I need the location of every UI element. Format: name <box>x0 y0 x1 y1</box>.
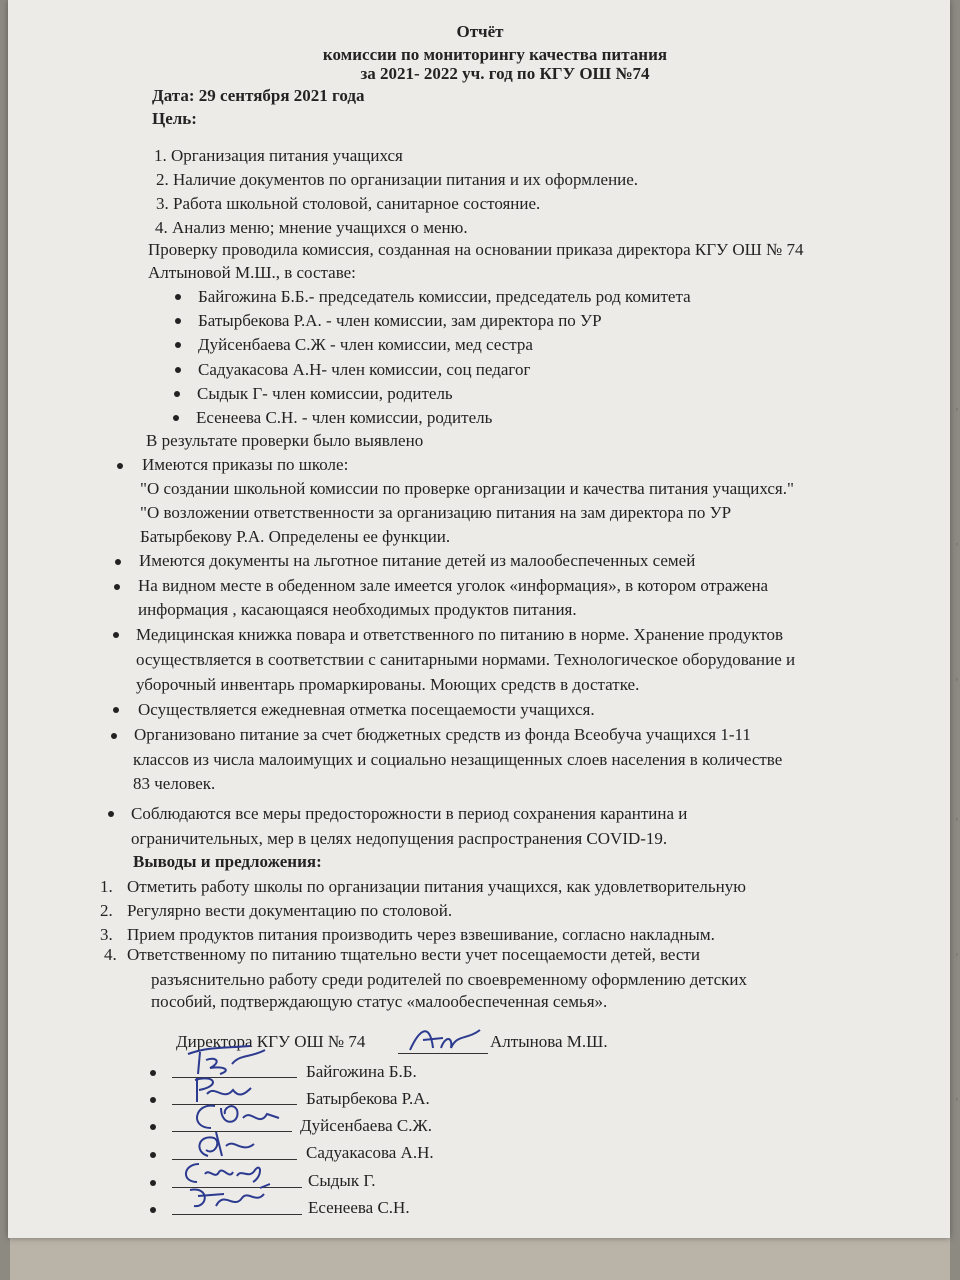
member-item: Байгожина Б.Б.- председатель комиссии, председатель род комитета <box>198 287 691 306</box>
bullet <box>115 559 121 565</box>
signatory-name: Байгожина Б.Б. <box>306 1062 417 1081</box>
finding-line: Батырбекову Р.А. Определены ее функции. <box>140 527 451 546</box>
bullet <box>150 1097 156 1103</box>
finding-line: На видном месте в обеденном зале имеется уголок «информация», в котором отражена <box>138 576 769 595</box>
intro-line-1: Проверку проводила комиссия, созданная на основании приказа директора КГУ ОШ № 74 <box>148 240 804 259</box>
bullet <box>175 294 181 300</box>
conclusion-item: Отметить работу школы по организации питания учащихся, как удовлетворительную <box>127 877 746 896</box>
finding-line: ограничительных, мер в целях недопущения распространения COVID-19. <box>131 829 668 848</box>
doc-title: Отчёт <box>456 22 504 41</box>
member-item: Есенеева С.Н. - член комиссии, родитель <box>196 408 493 427</box>
conclusion-continuation: разъяснительно работу среди родителей по своевременному оформлению детских <box>151 970 748 989</box>
bullet <box>150 1207 156 1213</box>
member-item: Садуакасова А.Н- член комиссии, соц педагог <box>198 360 531 379</box>
bullet <box>175 367 181 373</box>
bullet <box>114 584 120 590</box>
member-item: Батырбекова Р.А. - член комиссии, зам директора по УР <box>198 311 602 330</box>
result-intro: В результате проверки было выявлено <box>146 431 424 450</box>
signature <box>180 1180 280 1216</box>
bullet <box>111 733 117 739</box>
bullet <box>150 1152 156 1158</box>
conclusion-item: Ответственному по питанию тщательно вести учет посещаемости детей, вести <box>127 945 700 964</box>
bullet <box>150 1124 156 1130</box>
edge-marks: ᵉ ᵉ ᵉ ᵉ ᵉ ᵉ <box>955 404 959 1106</box>
finding-line: информация , касающаяся необходимых продуктов питания. <box>138 600 577 619</box>
bullet <box>174 391 180 397</box>
goal-item: 2. Наличие документов по организации питания и их оформление. <box>156 170 639 189</box>
conclusion-number: 2. <box>100 901 113 920</box>
signatory-name: Сыдык Г. <box>308 1171 376 1190</box>
goal-item: 1. Организация питания учащихся <box>154 146 403 165</box>
conclusions-heading: Выводы и предложения: <box>133 852 322 871</box>
finding-line: "О возложении ответственности за организацию питания на зам директора по УР <box>140 503 732 522</box>
signatory-name: Садуакасова А.Н. <box>306 1143 434 1162</box>
conclusion-number: 4. <box>104 945 117 964</box>
bullet <box>150 1070 156 1076</box>
finding-line: Организовано питание за счет бюджетных средств из фонда Всеобуча учащихся 1-11 <box>134 725 751 744</box>
conclusion-item: Прием продуктов питания производить через взвешивание, согласно накладным. <box>127 925 715 944</box>
table-surface <box>10 1238 950 1280</box>
member-item: Сыдык Г- член комиссии, родитель <box>197 384 453 403</box>
signatory-name: Есенеева С.Н. <box>308 1198 410 1217</box>
signatory-name: Батырбекова Р.А. <box>306 1089 430 1108</box>
finding-line: уборочный инвентарь промаркированы. Моющих средств в достатке. <box>136 675 640 694</box>
conclusion-number: 1. <box>100 877 113 896</box>
finding-line: Соблюдаются все меры предосторожности в период сохранения карантина и <box>131 804 688 823</box>
doc-date: Дата: 29 сентября 2021 года <box>152 86 365 105</box>
finding-line: 83 человек. <box>133 774 216 793</box>
bullet <box>117 463 123 469</box>
bullet <box>175 342 181 348</box>
doc-subtitle-1: комиссии по мониторингу качества питания <box>322 45 668 64</box>
finding-line: классов из числа малоимущих и социально незащищенных слоев населения в количестве <box>133 750 783 769</box>
conclusion-number: 3. <box>100 925 113 944</box>
goal-heading: Цель: <box>152 109 197 128</box>
bullet <box>175 318 181 324</box>
conclusion-item: Регулярно вести документацию по столовой. <box>127 901 453 920</box>
bullet <box>113 707 119 713</box>
finding-line: Имеются приказы по школе: <box>142 455 349 474</box>
bullet <box>108 811 114 817</box>
director-name: Алтынова М.Ш. <box>490 1032 608 1051</box>
finding-line: Имеются документы на льготное питание детей из малообеспеченных семей <box>139 551 696 570</box>
member-item: Дуйсенбаева С.Ж - член комиссии, мед сестра <box>198 335 533 354</box>
intro-line-2: Алтыновой М.Ш., в составе: <box>148 263 356 282</box>
bullet <box>113 632 119 638</box>
bullet <box>173 415 179 421</box>
goal-item: 4. Анализ меню; мнение учащихся о меню. <box>155 218 468 237</box>
director-label: Директора КГУ ОШ № 74 <box>176 1032 366 1051</box>
finding-line: Осуществляется ежедневная отметка посещаемости учащихся. <box>138 700 595 719</box>
finding-line: "О создании школьной комиссии по проверке организации и качества питания учащихся." <box>140 479 794 498</box>
goal-item: 3. Работа школьной столовой, санитарное состояние. <box>156 194 541 213</box>
finding-line: Медицинская книжка повара и ответственного по питанию в норме. Хранение продуктов <box>136 625 784 644</box>
conclusion-continuation: пособий, подтверждающую статус «малообеспеченная семья». <box>151 992 608 1011</box>
finding-line: осуществляется в соответствии с санитарными нормами. Технологическое оборудование и <box>136 650 796 669</box>
director-signature <box>405 1018 485 1058</box>
bullet <box>150 1180 156 1186</box>
doc-subtitle-2: за 2021- 2022 уч. год по КГУ ОШ №74 <box>360 64 650 83</box>
signatory-name: Дуйсенбаева С.Ж. <box>300 1116 432 1135</box>
